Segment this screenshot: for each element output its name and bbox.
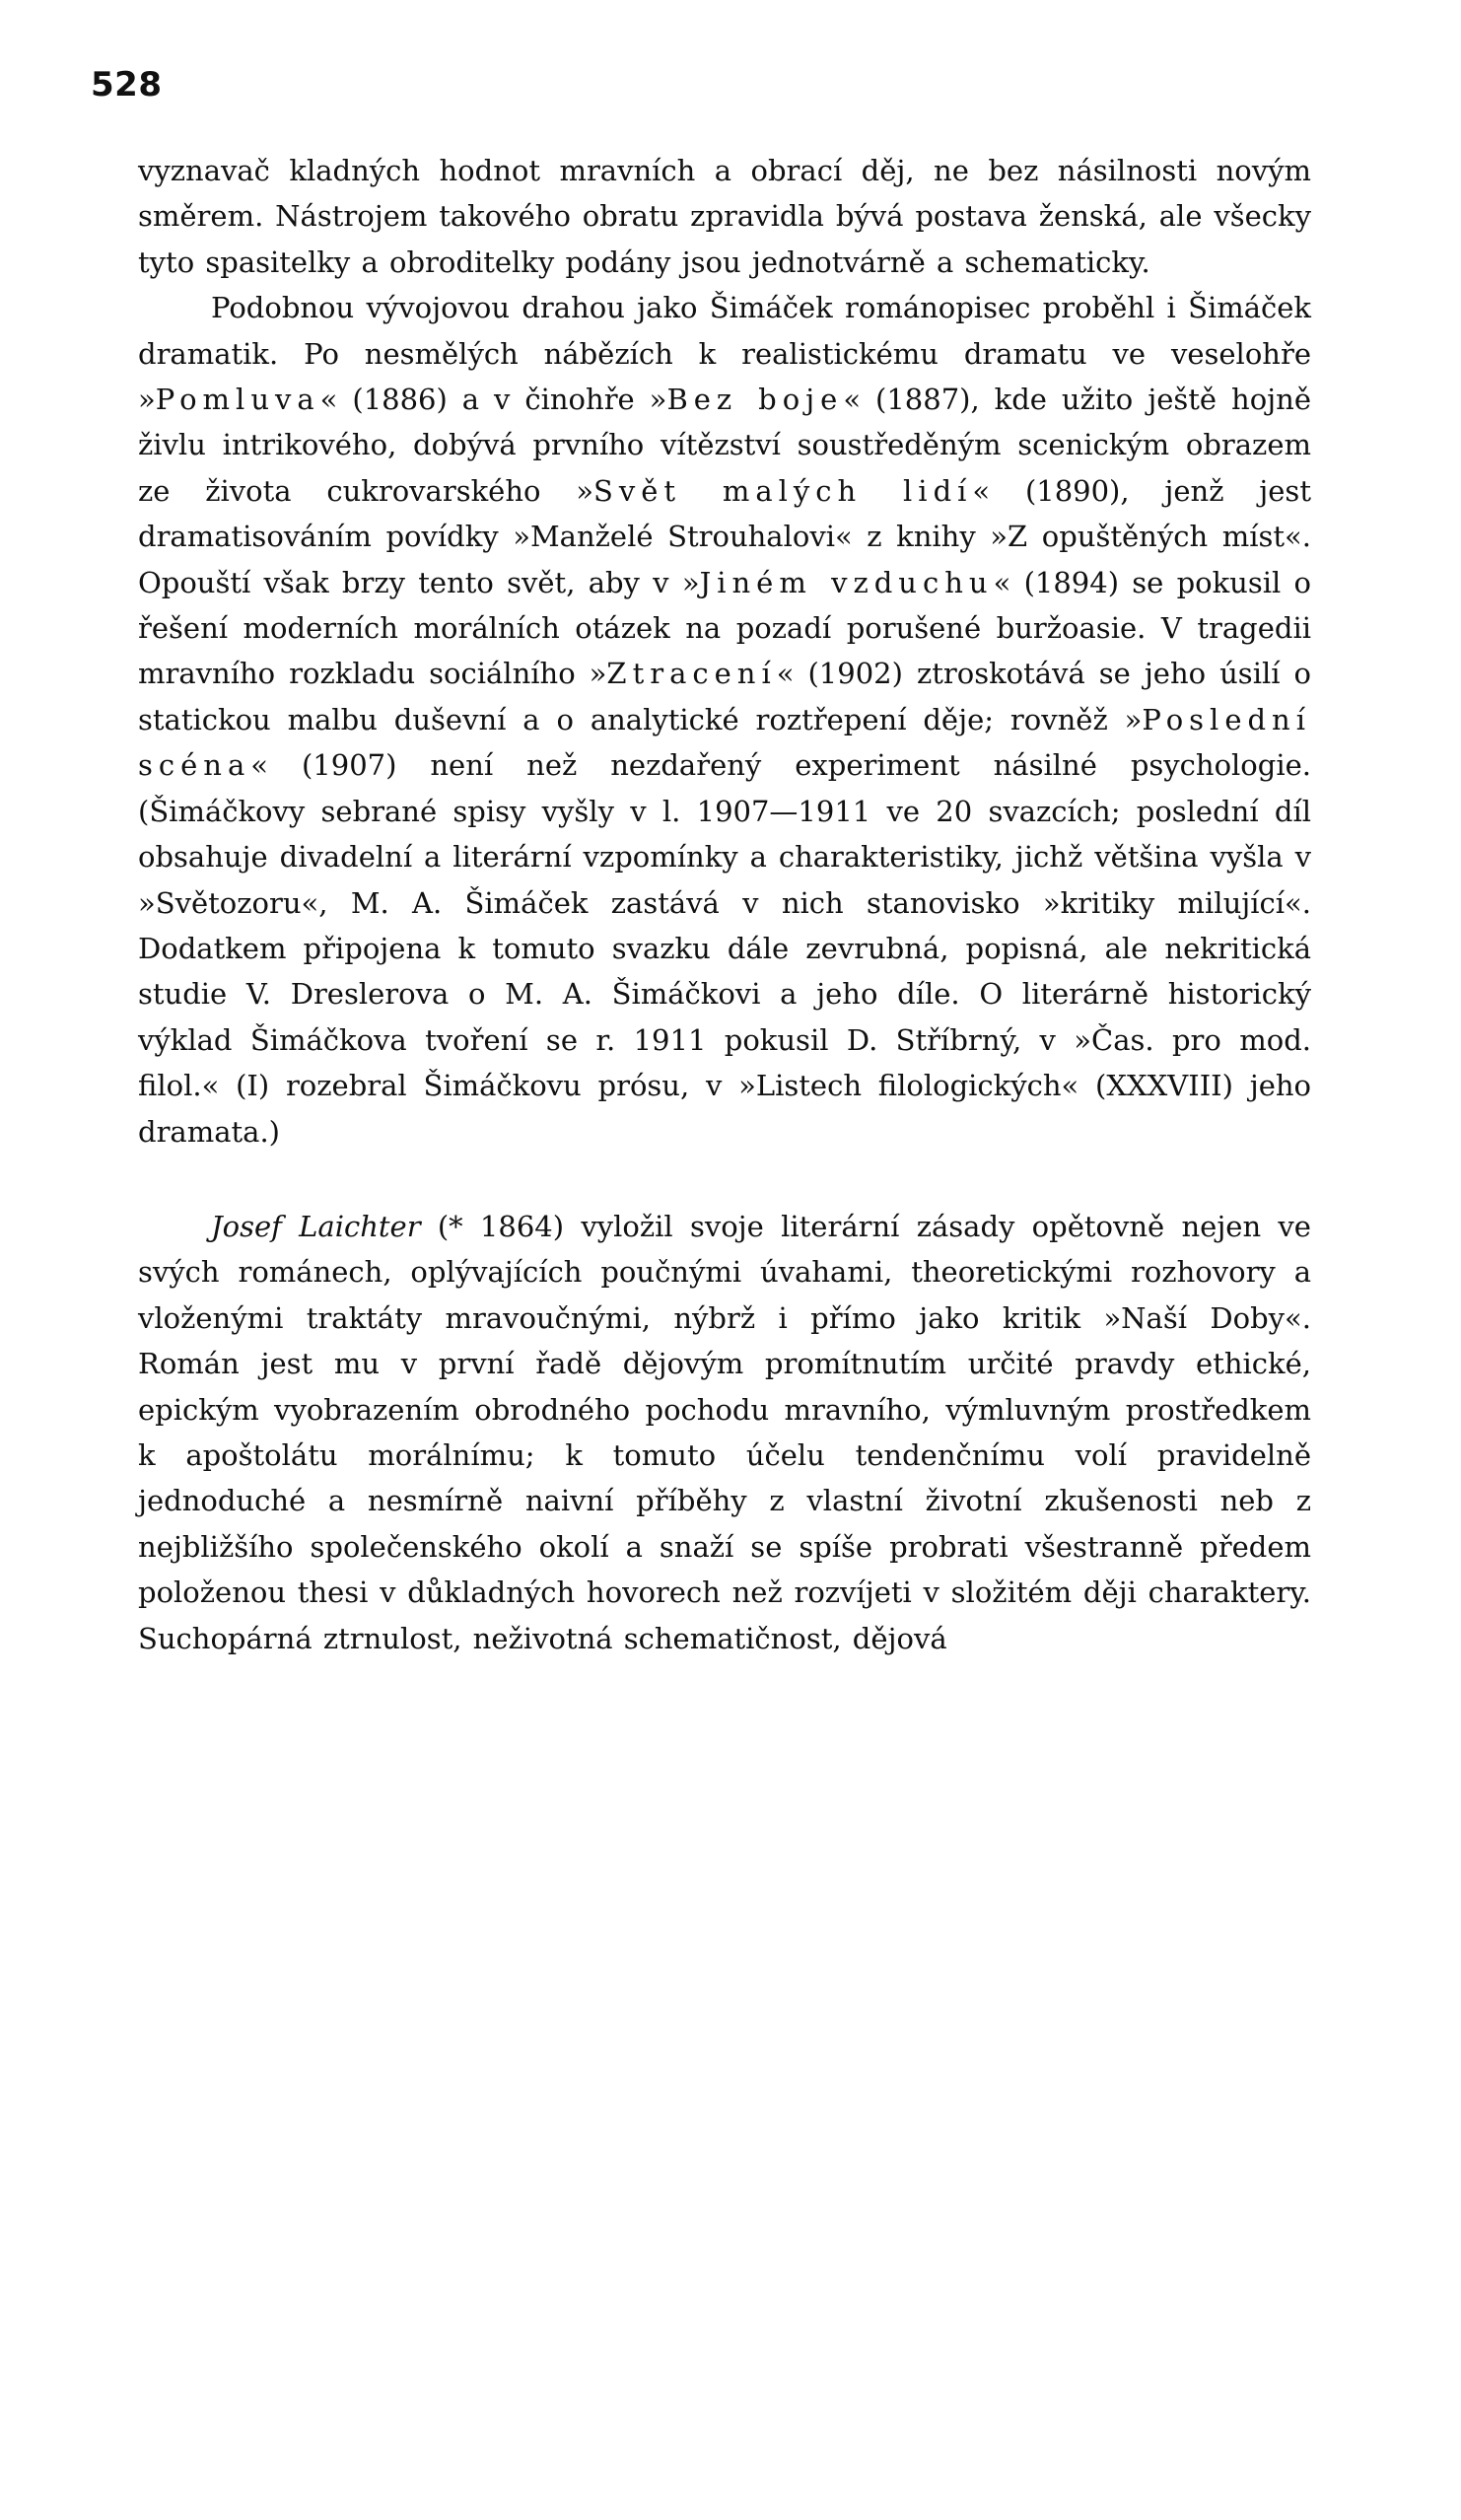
work-title: Ztracení — [606, 657, 777, 691]
paragraph-1 — [138, 148, 1311, 285]
work-title: Poslední scéna — [138, 702, 1311, 783]
text-run: « (1902) ztroskotává se jeho úsilí o statickou malbu duševní a o analytické roztřepení děje; rovněž » — [138, 657, 1311, 736]
work-title: Svět malých lidí — [593, 473, 973, 508]
text-run: « (1894) se pokusil o řešení moderních morálních otázek na pozadí porušené buržoasie. V tragedii mravního rozkladu sociálního » — [138, 565, 1311, 691]
paragraph-2 — [138, 285, 1311, 1155]
text-run: Podobnou vývojovou drahou jako Šimáček románopisec proběhl i Šimáček dramatik. Po nesmělých nábězích k realistickému dramatu ve veselohře » — [138, 291, 1311, 417]
text-run: vyznavač kladných hodnot mravních a obrací děj, ne bez násilnosti novým směrem. Nástrojem takového obratu zpravidla bývá postava ženská, ale všecky tyto spasitelky a obroditelky podány jsou jednotvárně a schematicky. — [138, 154, 1311, 279]
text-run: « (1887), kde užito ještě hojně živlu intrikového, dobývá prvního vítězství soustředěným scenickým obrazem ze života cukrovarského » — [138, 383, 1311, 508]
text-run: « (1907) není než nezdařený experiment násilné psychologie. (Šimáčkovy sebrané spisy vyšly v l. 1907—1911 ve 20 svazcích; poslední díl obsahuje divadelní a literární vzpomínky a charakteristiky, jichž většina vyšla v »Světozoru«, M. A. Šimáček zastává v nich stanovisko »kritiky milující«. Dodatkem připojena k tomuto svazku dále zevrubná, popisná, ale nekritická studie V. Dreslerova o M. A. Šimáčkovi a jeho díle. O literárně historický výklad Šimáčkova tvoření se r. 1911 pokusil D. Stříbrný, v »Čas. pro mod. filol.« (I) rozebral Šimáčkovu prósu, v »Listech filologických« (XXXVIII) jeho dramata.) — [138, 748, 1311, 1149]
text-run: « (1886) a v činohře » — [319, 383, 667, 417]
author-name: Josef Laichter — [211, 1209, 421, 1243]
page-number: 528 — [91, 65, 163, 105]
text-run: (* 1864) vyložil svoje literární zásady opětovně nejen ve svých románech, oplývajících poučnými úvahami, theoretickými rozhovory a vloženými traktáty mravoučnými, nýbrž i přímo jako kritik »Naší Doby«. Román jest mu v první řadě dějovým promítnutím určité pravdy ethické, epickým vyobrazením obrodného pochodu mravního, výmluvným prostředkem k apoštolátu morálnímu; k tomuto účelu tendenčnímu volí pravidelně jednoduché a nesmírně naivní příběhy z vlastní životní zkušenosti neb z nejbližšího společenského okolí a snaží se spíše probrati všestranně předem položenou thesi v důkladných hovorech než rozvíjeti v složitém ději charaktery. Suchopárná ztrnulost, neživotná schematičnost, dějová — [138, 1209, 1311, 1655]
work-title: Jiném vzduchu — [699, 565, 994, 599]
work-title: Pomluva — [155, 383, 320, 417]
text-run: « (1890), jenž jest dramatisováním povídky »Manželé Strouhalovi« z knihy »Z opuštěných míst«. Opouští však brzy tento svět, aby v » — [138, 473, 1311, 599]
body-text — [138, 148, 1311, 1661]
work-title: Bez boje — [666, 383, 844, 417]
paragraph-3 — [138, 1204, 1311, 1661]
